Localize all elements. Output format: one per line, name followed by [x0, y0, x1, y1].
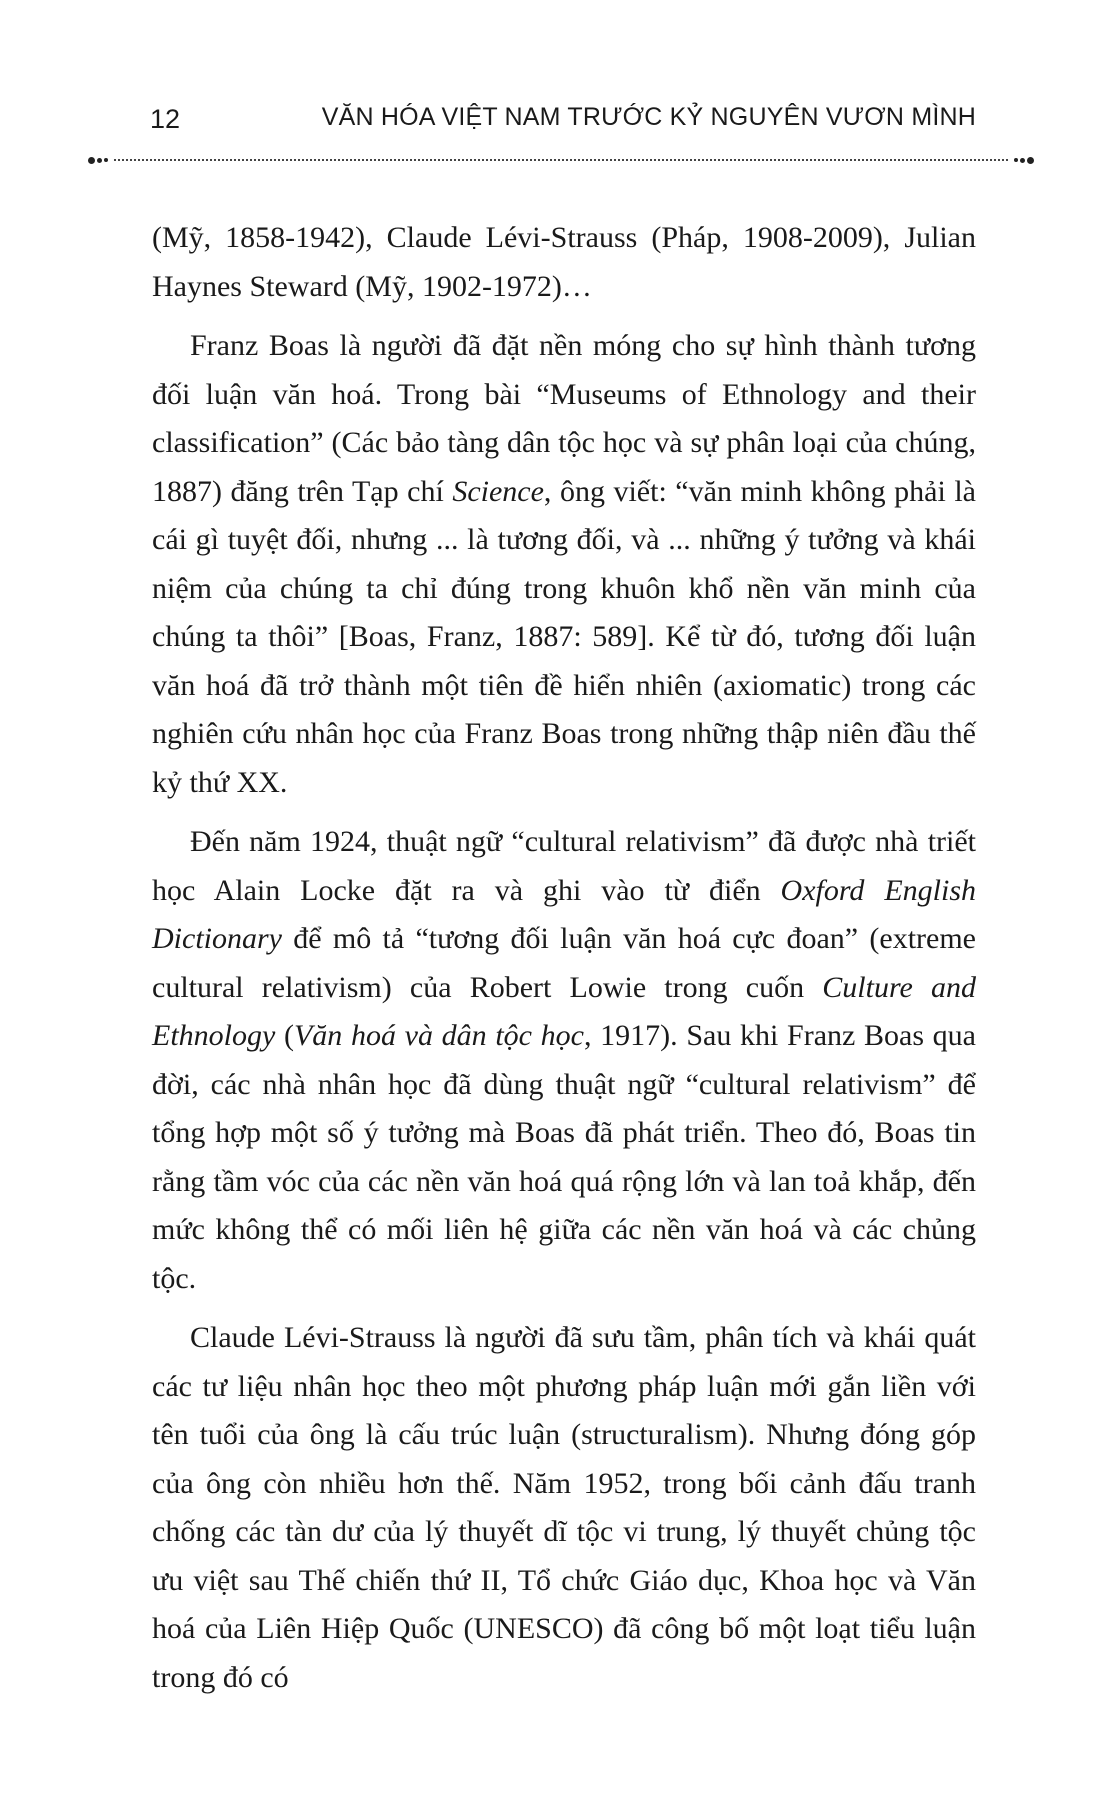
paragraph-cultural-relativism: [152, 818, 976, 1303]
paragraph-text: (Mỹ, 1858-1942), Claude Lévi-Strauss (Pháp, 1908-2009), Julian Haynes Steward (Mỹ, 1902-1972)…: [152, 221, 976, 303]
running-header: [150, 98, 976, 144]
journal-title-italic: Science: [452, 474, 544, 508]
body-text: [152, 214, 976, 1713]
paragraph-text: Đến năm 1924, thuật ngữ “cultural relativism” đã được nhà triết học Alain Locke đặt ra và ghi vào từ điển: [152, 825, 976, 907]
book-title: VĂN HÓA VIỆT NAM TRƯỚC KỶ NGUYÊN VƯƠN MÌNH: [321, 103, 976, 131]
paragraph-text: Franz Boas là người đã đặt nền móng cho sự hình thành tương đối luận văn hoá. Trong bài “Museums of Ethnology and their classification” (Các bảo tàng dân tộc học và sự phân loại của chúng, 1887) đăng trên Tạp chí: [152, 329, 976, 508]
paragraph-text: Claude Lévi-Strauss là người đã sưu tầm, phân tích và khái quát các tư liệu nhân học theo một phương pháp luận mới gắn liền với tên tuổi của ông là cấu trúc luận (structuralism). Nhưng đóng góp của ông còn nhiều hơn thế. Năm 1952, trong bối cảnh đấu tranh chống các tàn dư của lý thuyết dĩ tộc vi trung, lý thuyết chủng tộc ưu việt sau Thế chiến thứ II, Tổ chức Giáo dục, Khoa học và Văn hoá của Liên Hiệp Quốc (UNESCO) đã công bố một loạt tiểu luận trong đó có: [152, 1321, 976, 1694]
book-title-vi-italic: Văn hoá và dân tộc học: [293, 1019, 584, 1052]
dictionary-title-italic: Oxford English Dictionary: [152, 873, 977, 955]
rule-left-ornament: [88, 155, 112, 165]
book-title-italic: Culture and Ethnology: [152, 970, 976, 1052]
paragraph-text: để mô tả “tương đối luận văn hoá cực đoan” (extreme cultural relativism) của Robert Lowie trong cuốn: [152, 922, 976, 1004]
page-number: 12: [150, 104, 181, 134]
paragraph-franz-boas: [152, 322, 976, 807]
paragraph-text: , 1917). Sau khi Franz Boas qua đời, các nhà nhân học đã dùng thuật ngữ “cultural relativism” để tổng hợp một số ý tưởng mà Boas đã phát triển. Theo đó, Boas tin rằng tầm vóc của các nền văn hoá quá rộng lớn và lan toả khắp, đến mức không thể có mối liên hệ giữa các nền văn hoá và các chủng tộc.: [152, 1019, 976, 1295]
paragraph-continuation: [152, 214, 976, 311]
header-dotted-rule: [88, 155, 1034, 165]
paragraph-levi-strauss: [152, 1314, 976, 1702]
paragraph-text: , ông viết: “văn minh không phải là cái gì tuyệt đối, nhưng ... là tương đối, và ... những ý tưởng và khái niệm của chúng ta chỉ đúng trong khuôn khổ nền văn minh của chúng ta thôi” [Boas, Franz, 1887: 589]. Kể từ đó, tương đối luận văn hoá đã trở thành một tiên đề hiển nhiên (axiomatic) trong các nghiên cứu nhân học của Franz Boas trong những thập niên đầu thế kỷ thứ XX.: [152, 474, 976, 799]
rule-right-ornament: [1010, 155, 1034, 165]
rule-dotted-line: [114, 159, 1008, 161]
paragraph-text: (: [275, 1019, 294, 1052]
